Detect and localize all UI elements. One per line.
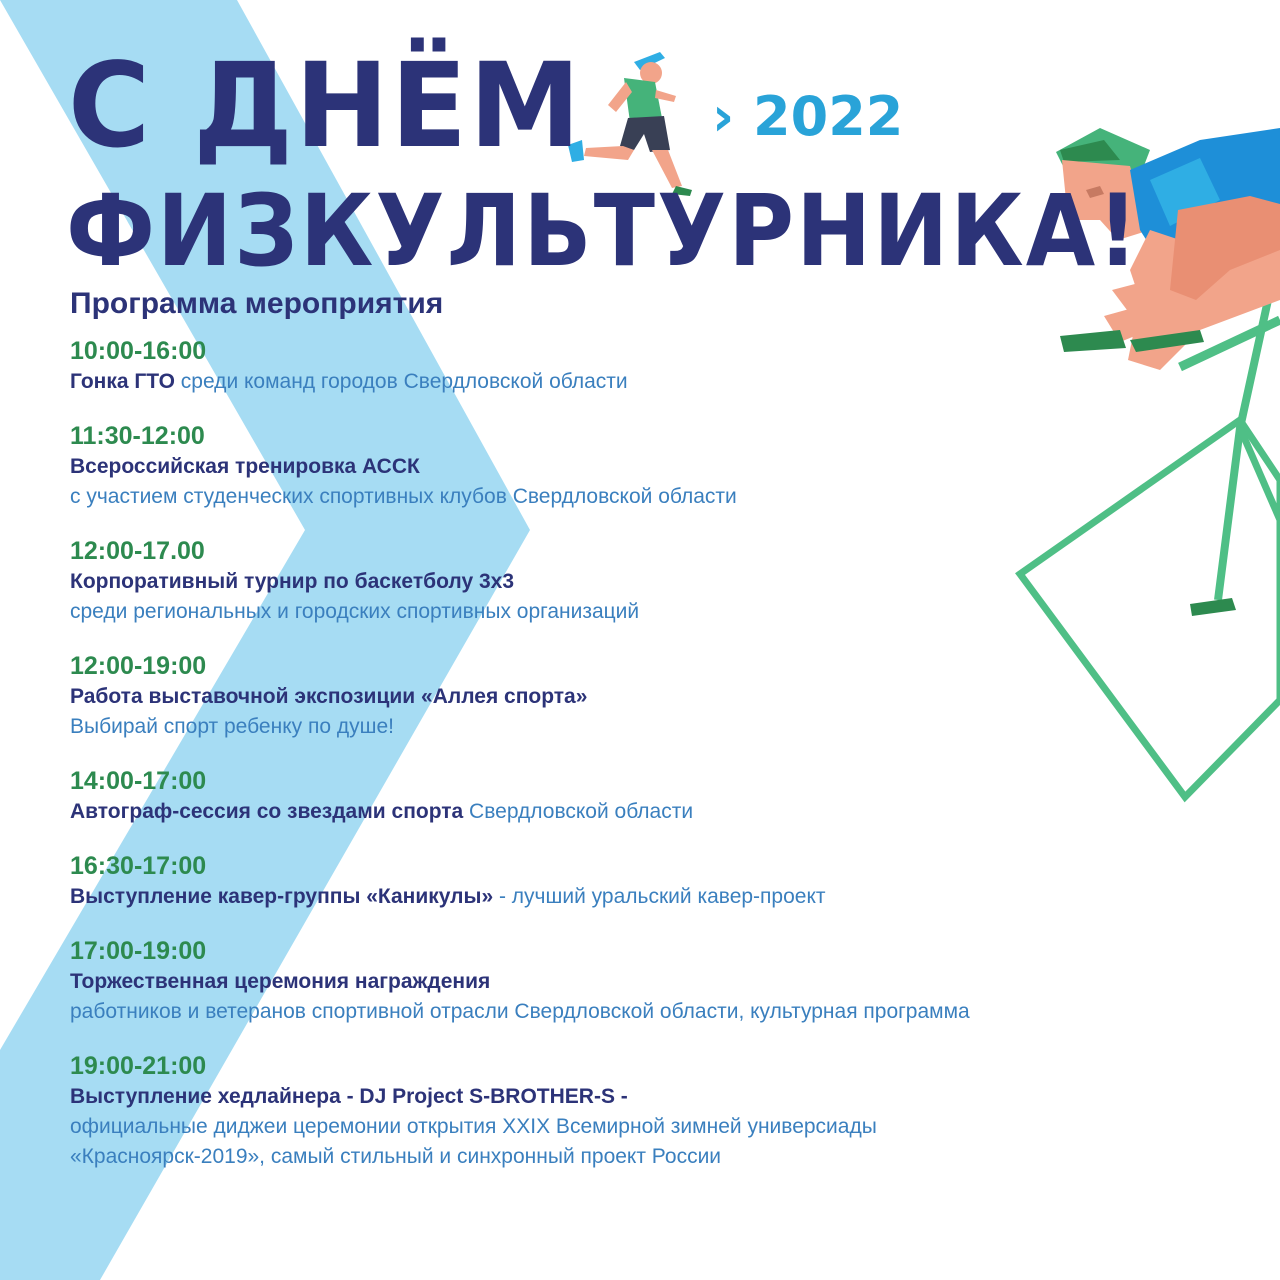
event-description-line (70, 482, 1250, 512)
event-description-line (70, 797, 1250, 827)
event-time: 11:30-12:00 (70, 422, 205, 450)
schedule-item (70, 536, 1250, 627)
event-description-line (70, 452, 1250, 482)
event-time: 17:00-19:00 (70, 937, 207, 965)
page-title-line-1: С ДНЁМ (68, 38, 583, 174)
program-subtitle: Программа мероприятия (70, 287, 444, 320)
event-title: Работа выставочной экспозиции «Аллея спорта» (70, 685, 588, 708)
event-detail: Выбирай спорт ребенку по душе! (70, 715, 394, 738)
event-schedule (70, 336, 1250, 1172)
event-detail: среди региональных и городских спортивных организаций (70, 600, 640, 623)
event-description-line (70, 967, 1250, 997)
event-detail: - лучший уральский кавер-проект (493, 885, 826, 908)
event-detail: «Красноярск-2019», самый стильный и синхронный проект России (70, 1145, 722, 1168)
event-description-line (70, 1142, 1250, 1172)
event-detail: работников и ветеранов спортивной отрасли Свердловской области, культурная программа (70, 1000, 970, 1023)
event-time: 14:00-17:00 (70, 767, 207, 795)
event-description-line (70, 882, 1250, 912)
event-time: 12:00-17.00 (70, 537, 205, 565)
event-time: 10:00-16:00 (70, 337, 207, 365)
event-time: 19:00-21:00 (70, 1052, 207, 1080)
event-description-line (70, 712, 1250, 742)
event-title: Торжественная церемония награждения (70, 970, 491, 993)
event-title: Корпоративный турнир по баскетболу 3х3 (70, 570, 515, 593)
event-title: Автограф-сессия со звездами спорта (70, 800, 464, 823)
event-detail: официальные диджеи церемонии открытия XXIX Всемирной зимней универсиады (70, 1115, 877, 1138)
schedule-item (70, 421, 1250, 512)
event-title: Всероссийская тренировка АССК (70, 455, 420, 478)
schedule-item (70, 851, 1250, 912)
schedule-item (70, 651, 1250, 742)
event-title: Выступление кавер-группы «Каникулы» (70, 885, 494, 908)
event-description-line (70, 1082, 1250, 1112)
event-description-line (70, 997, 1250, 1027)
event-description-line (70, 682, 1250, 712)
schedule-item (70, 336, 1250, 397)
page-title-line-2: ФИЗКУЛЬТУРНИКА! (66, 173, 1141, 289)
event-description-line (70, 597, 1250, 627)
year-badge: › 2022 (712, 85, 904, 148)
event-detail: среди команд городов Свердловской области (174, 370, 628, 393)
event-title: Гонка ГТО (70, 370, 175, 393)
event-description-line (70, 1112, 1250, 1142)
event-detail: Свердловской области (463, 800, 694, 823)
schedule-item (70, 936, 1250, 1027)
event-title: Выступление хедлайнера - DJ Project S-BROTHER-S - (70, 1085, 628, 1108)
event-description-line (70, 567, 1250, 597)
schedule-item (70, 766, 1250, 827)
event-description-line (70, 367, 1250, 397)
event-detail: с участием студенческих спортивных клубов Свердловской области (70, 485, 737, 508)
event-time: 16:30-17:00 (70, 852, 207, 880)
event-time: 12:00-19:00 (70, 652, 207, 680)
schedule-item (70, 1051, 1250, 1172)
